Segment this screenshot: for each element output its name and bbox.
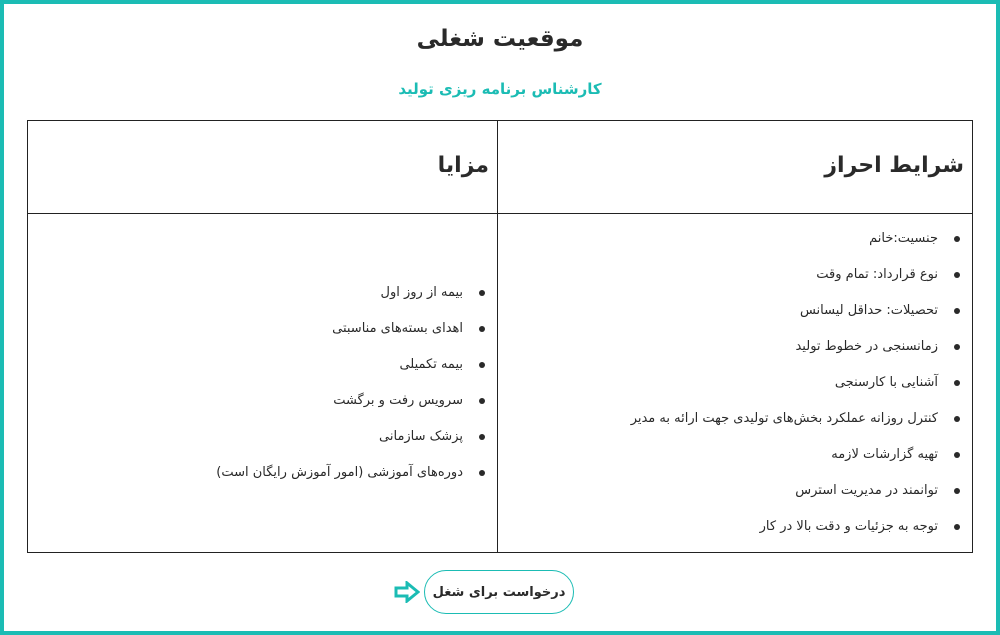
- benefit-text: سرویس رفت و برگشت: [333, 393, 463, 408]
- benefit-text: بیمه از روز اول: [380, 285, 463, 300]
- benefits-header-cell: [28, 121, 497, 214]
- benefit-item: [36, 355, 489, 391]
- bullet-icon: [479, 326, 485, 332]
- benefit-item: [36, 319, 489, 355]
- requirement-item: [506, 409, 964, 445]
- requirement-item: [506, 517, 964, 553]
- requirement-item: [506, 301, 964, 337]
- requirement-text: توجه به جزئیات و دقت بالا در کار: [759, 519, 938, 534]
- requirement-text: جنسیت:خانم: [869, 231, 938, 246]
- bullet-icon: [954, 416, 960, 422]
- page-title: موقعیت شغلی: [416, 26, 584, 52]
- apply-row: [4, 570, 996, 616]
- bullet-icon: [479, 398, 485, 404]
- benefit-item: [36, 463, 489, 499]
- benefits-column: [28, 121, 498, 552]
- bullet-icon: [479, 290, 485, 296]
- benefit-item: [36, 283, 489, 319]
- requirement-text: زمانسنجی در خطوط تولید: [795, 339, 938, 354]
- bullet-icon: [954, 524, 960, 530]
- requirement-text: نوع قرارداد: تمام وقت: [816, 267, 938, 282]
- apply-for-job-button[interactable]: درخواست برای شغل: [424, 570, 574, 614]
- benefit-item: [36, 391, 489, 427]
- benefit-item: [36, 427, 489, 463]
- benefit-text: بیمه تکمیلی: [399, 357, 463, 372]
- bullet-icon: [479, 434, 485, 440]
- bullet-icon: [954, 452, 960, 458]
- requirement-item: [506, 373, 964, 409]
- requirements-column: [498, 121, 972, 552]
- requirement-item: [506, 481, 964, 517]
- bullet-icon: [954, 488, 960, 494]
- requirement-text: تهیه گزارشات لازمه: [831, 447, 938, 462]
- requirement-item: [506, 265, 964, 301]
- requirement-text: کنترل روزانه عملکرد بخش‌های تولیدی جهت ارائه به مدیر: [630, 411, 938, 426]
- requirement-item: [506, 445, 964, 481]
- requirement-item: [506, 229, 964, 265]
- bullet-icon: [954, 272, 960, 278]
- requirement-text: تحصیلات: حداقل لیسانس: [799, 303, 938, 318]
- benefit-text: پزشک سازمانی: [379, 429, 463, 444]
- job-title: کارشناس برنامه ریزی تولید: [398, 80, 602, 98]
- benefits-list: [36, 283, 489, 499]
- arrow-right-outline-icon: [394, 581, 420, 603]
- bullet-icon: [954, 308, 960, 314]
- bullet-icon: [954, 380, 960, 386]
- benefit-text: دوره‌های آموزشی (امور آموزش رایگان است): [216, 465, 463, 480]
- requirement-text: توانمند در مدیریت استرس: [795, 483, 938, 498]
- requirement-item: [506, 337, 964, 373]
- bullet-icon: [479, 362, 485, 368]
- benefits-header: مزایا: [437, 153, 489, 178]
- requirements-header-cell: [498, 121, 972, 214]
- requirements-list: [506, 229, 964, 553]
- requirement-text: آشنایی با کارسنجی: [834, 375, 938, 390]
- bullet-icon: [479, 470, 485, 476]
- bullet-icon: [954, 344, 960, 350]
- job-info-table: [27, 120, 973, 553]
- bullet-icon: [954, 236, 960, 242]
- requirements-header: شرایط احراز: [824, 153, 964, 178]
- benefit-text: اهدای بسته‌های مناسبتی: [332, 321, 463, 336]
